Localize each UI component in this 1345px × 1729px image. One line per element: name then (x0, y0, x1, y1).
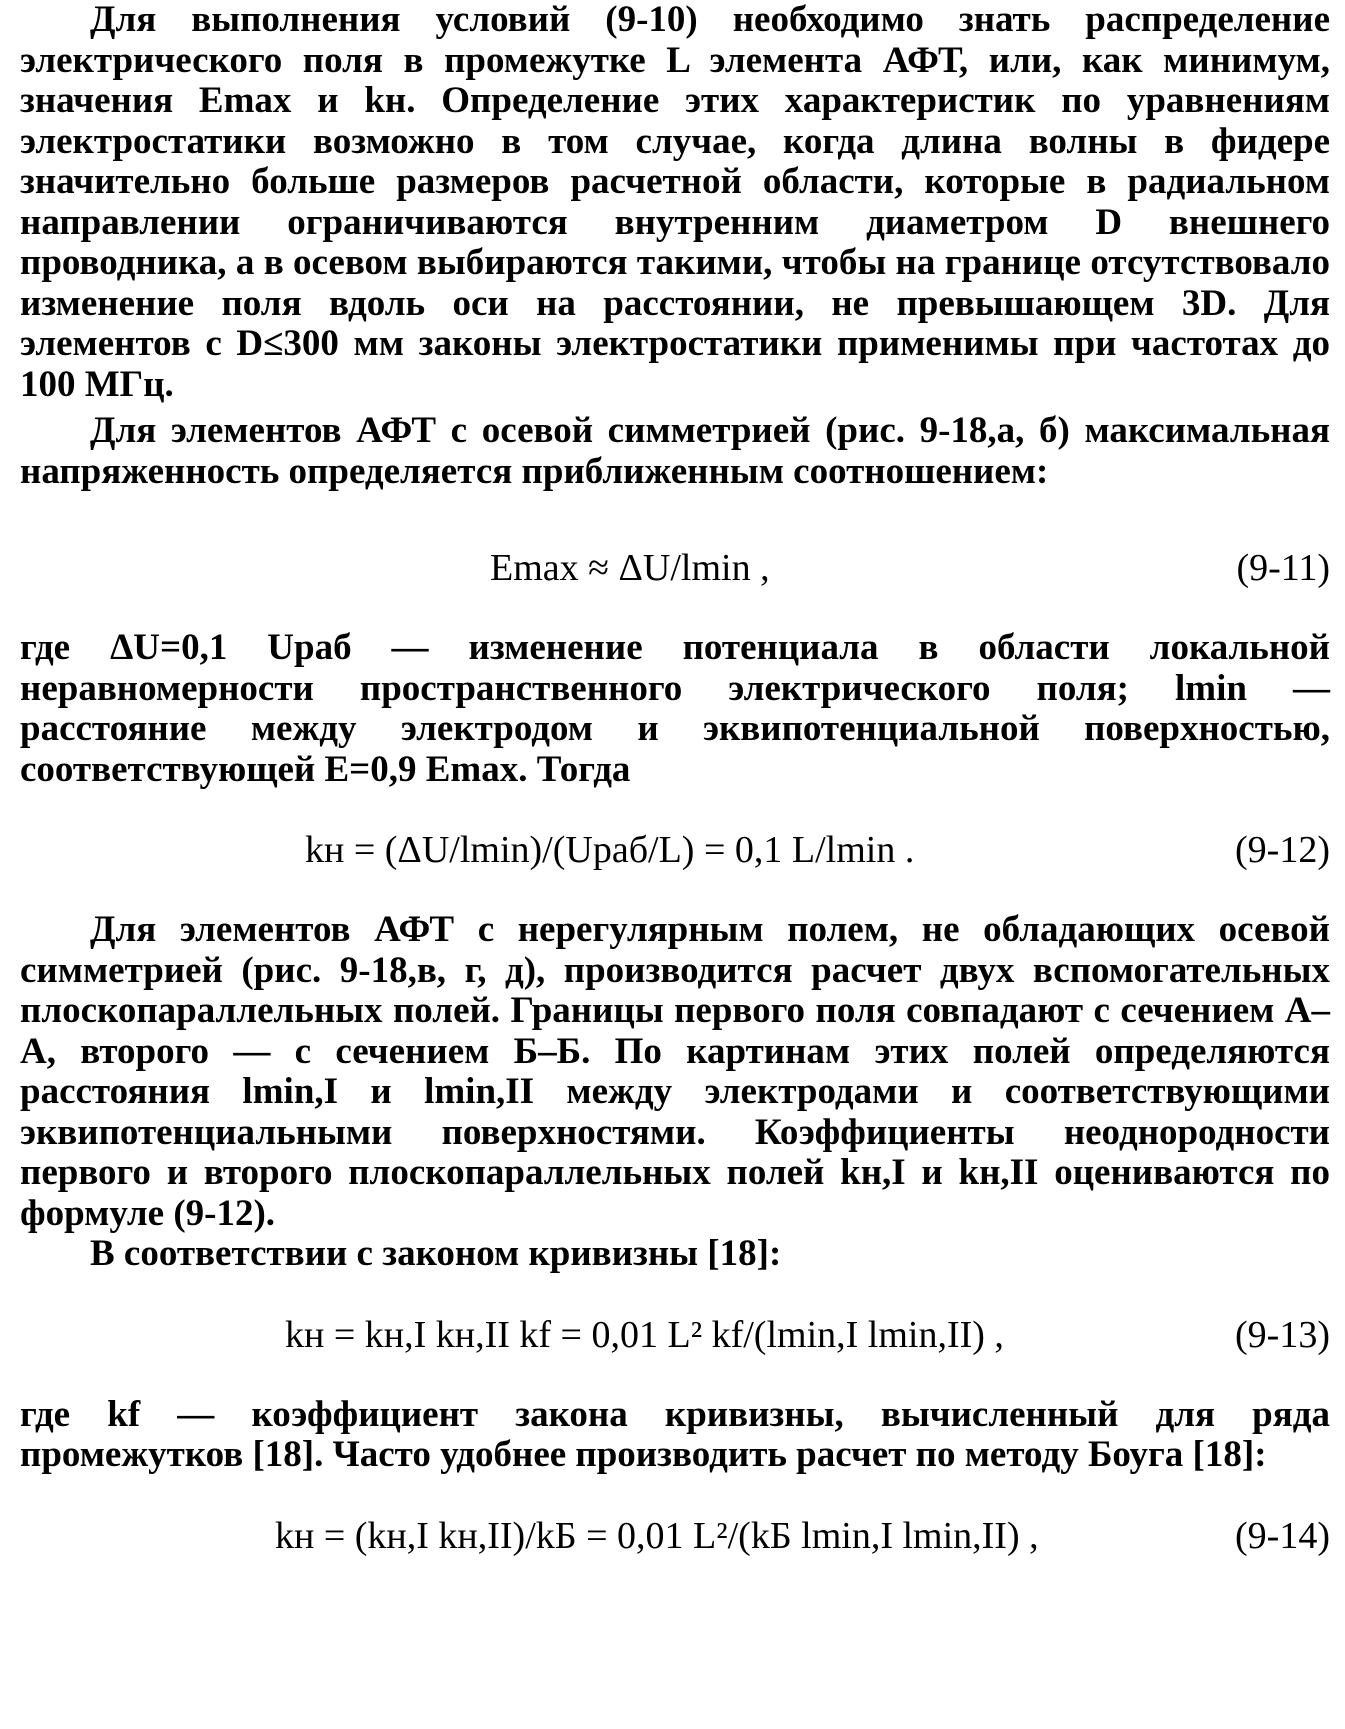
formula-9-12 (20, 830, 1330, 890)
paragraph-irregular-field (20, 910, 1330, 1234)
paragraph-text: В соответствии с законом кривизны [18]: (90, 1233, 782, 1274)
equation-number: (9-14) (1235, 1514, 1330, 1557)
formula-9-13 (20, 1315, 1330, 1375)
paragraph-text: Для элементов АФТ с осевой симметрией (рис. 9-18,а, б) максимальная напряженность определяется приближенным соотношением: (20, 410, 1330, 492)
paragraph-text: где kf — коэффициент закона кривизны, вычисленный для ряда промежутков [18]. Часто удобнее производить расчет по методу Боуга [18]: (20, 1393, 1330, 1475)
paragraph-delta-u-definition (20, 628, 1330, 790)
paragraph-curvature-law (20, 1234, 1330, 1275)
paragraph-kf-definition (20, 1395, 1330, 1476)
equation-number: (9-12) (1235, 829, 1330, 871)
formula-expression: Emax ≈ ΔU/lmin , (490, 547, 770, 589)
formula-9-11 (20, 548, 1330, 608)
formula-expression: kн = (ΔU/lmin)/(Uраб/L) = 0,1 L/lmin . (305, 829, 915, 871)
document-page (20, 0, 1330, 1729)
formula-expression: kн = kн,I kн,II kf = 0,01 L² kf/(lmin,I lmin,II) , (285, 1313, 1004, 1356)
paragraph-text: Для выполнения условий (9-10) необходимо знать распределение электрического поля в промежутке L элемента АФТ, или, как минимум, значения Emax и kн. Определение этих характеристик по уравнениям электростатики возможно в том случае, когда длина волны в фидере значительно больше размеров расчетной области, которые в радиальном направлении ограничиваются внутренним диаметром D внешнего проводника, а в осевом выбираются такими, чтобы на границе отсутствовало изменение поля вдоль оси на расстоянии, не превышающем 3D. Для элементов с D≤300 мм законы электростатики применимы при частотах до 100 МГц. (20, 0, 1330, 405)
paragraph-text: Для элементов АФТ с нерегулярным полем, не обладающих осевой симметрией (рис. 9-18,в, г, д), производится расчет двух вспомогательных плоскопараллельных полей. Границы первого поля совпадают с сечением А–А, второго — с сечением Б–Б. По картинам этих полей определяются расстояния lmin,I и lmin,II между электродами и соответствующими эквипотенциальными поверхностями. Коэффициенты неоднородности первого и второго плоскопараллельных полей kн,I и kн,II оцениваются по формуле (9-12). (20, 909, 1330, 1234)
paragraph-field-distribution (20, 0, 1330, 405)
equation-number: (9-11) (1236, 547, 1330, 589)
paragraph-text: где ΔU=0,1 Uраб — изменение потенциала в области локальной неравномерности пространственного электрического поля; lmin — расстояние между электродом и эквипотенциальной поверхностью, соответствующей E=0,9 Emax. Тогда (20, 627, 1330, 790)
equation-number: (9-13) (1235, 1313, 1330, 1356)
paragraph-axial-symmetry (20, 411, 1330, 492)
formula-9-14 (20, 1516, 1330, 1576)
formula-expression: kн = (kн,I kн,II)/kБ = 0,01 L²/(kБ lmin,I lmin,II) , (275, 1514, 1039, 1557)
